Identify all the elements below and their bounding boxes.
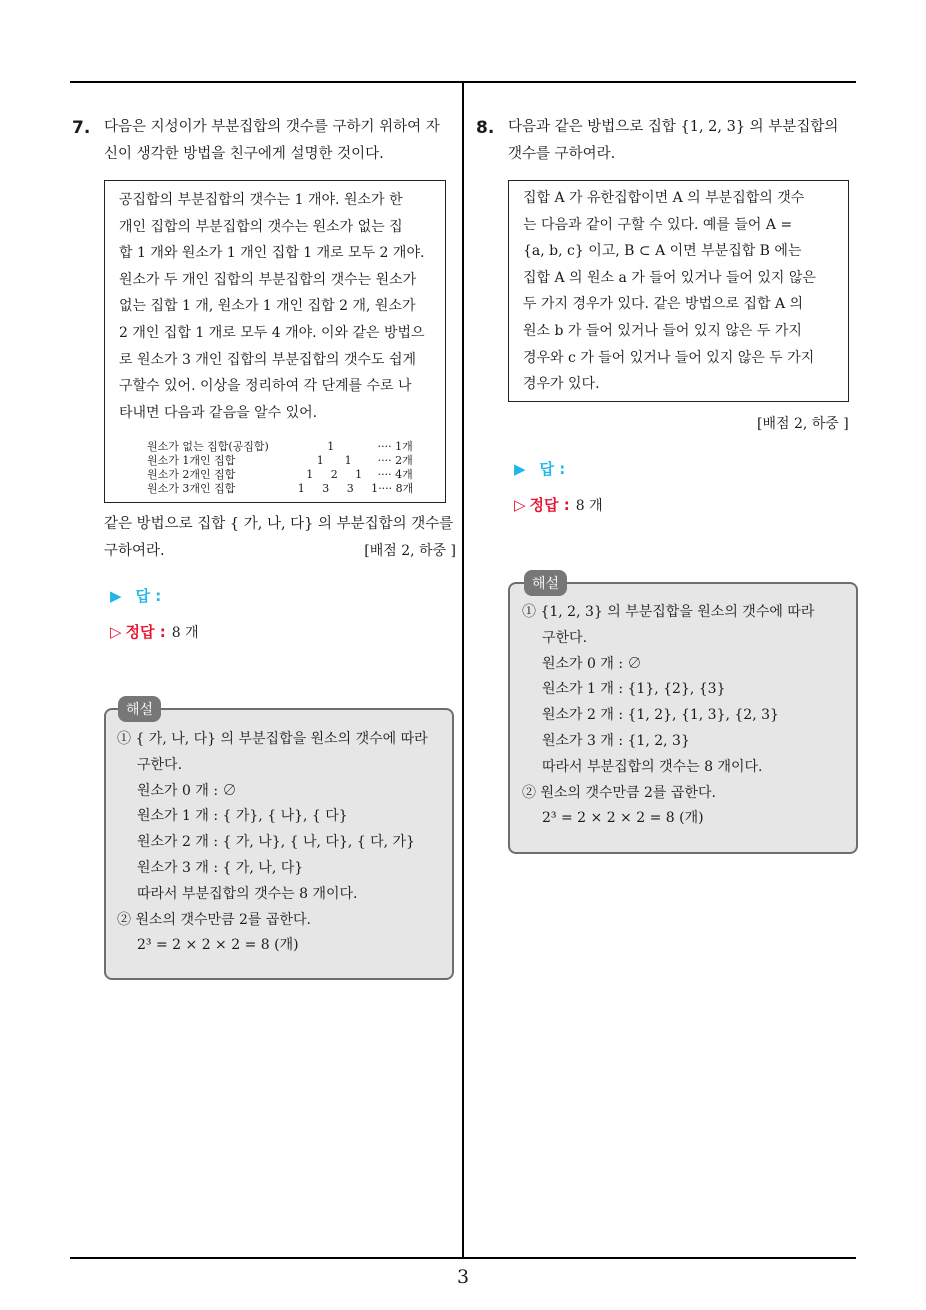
row-result: ···· 8개 [378, 482, 414, 496]
box-line: 구할수 있어. 이상을 정리하여 각 단계를 수로 나 [119, 378, 412, 395]
box-line: 타내면 다음과 같음을 알수 있어. [119, 404, 318, 421]
solution-line: 원소가 3 개 : {1, 2, 3} [542, 732, 690, 749]
row-values: 1 2 1 [299, 468, 363, 482]
question-8-answer[interactable] [514, 458, 565, 479]
solution-line: 2³ = 2 × 2 × 2 = 8 (개) [542, 810, 704, 827]
box-line: {a, b, c} 이고, B ⊂ A 이면 부분집합 B 에는 [523, 243, 802, 260]
solution-line: 구한다. [542, 629, 588, 646]
question-8-explanation-box [508, 180, 849, 402]
answer-label: 답 : [539, 460, 566, 478]
play-arrow-icon: ▶ [514, 460, 526, 478]
question-7-prompt [104, 114, 456, 168]
box-text [119, 187, 433, 426]
solution-line: 원소가 2 개 : {1, 2}, {1, 3}, {2, 3} [542, 707, 779, 724]
box-line: 경우가 있다. [523, 376, 600, 393]
box-line: 원소가 두 개인 집합의 부분집합의 갯수는 원소가 [119, 271, 417, 288]
box-text [523, 185, 838, 398]
row-label: 원소가 1개인 집합 [147, 454, 236, 468]
box-line: 합 1 개와 원소가 1 개인 집합 1 개로 모두 2 개야. [119, 245, 425, 262]
box-line: 경우와 c 가 들어 있거나 들어 있지 않은 두 가지 [523, 349, 815, 366]
box-line: 2 개인 집합 1 개로 모두 4 개야. 이와 같은 방법으 [119, 324, 425, 341]
box-line: 원소 b 가 들어 있거나 들어 있지 않은 두 가지 [523, 322, 802, 339]
solution-line: 원소가 1 개 : { 가}, { 나}, { 다} [137, 808, 348, 825]
question-8-correct-answer [514, 494, 603, 515]
row-result: ···· 1개 [377, 440, 413, 454]
box-line: 없는 집합 1 개, 원소가 1 개인 집합 2 개, 원소가 [119, 298, 416, 315]
instruction-line: 구하여라. [104, 543, 165, 559]
outline-arrow-icon: ▷ [110, 623, 122, 641]
solution-line: 원소가 1 개 : {1}, {2}, {3} [542, 681, 726, 698]
prompt-line: 갯수를 구하여라. [508, 146, 616, 162]
solution-line: 따라서 부분집합의 갯수는 8 개이다. [542, 758, 763, 775]
question-7-answer[interactable] [110, 585, 161, 606]
row-result: ···· 2개 [377, 454, 413, 468]
solution-line: ① { 가, 나, 다} 의 부분집합을 원소의 갯수에 따라 [117, 731, 428, 747]
table-row [147, 468, 433, 482]
play-arrow-icon: ▶ [110, 587, 122, 605]
solution-line: ① {1, 2, 3} 의 부분집합을 원소의 갯수에 따라 [522, 604, 815, 620]
correct-label: 정답 : [529, 496, 570, 514]
box-line: 는 다음과 같이 구할 수 있다. 예를 들어 A = [523, 216, 793, 233]
subset-count-table [119, 440, 433, 496]
solution-line: 구한다. [137, 756, 183, 773]
solution-line: ② 원소의 갯수만큼 2를 곱한다. [117, 911, 311, 928]
solution-line: 원소가 0 개 : ∅ [137, 782, 237, 799]
row-values: 1 [299, 440, 335, 454]
question-8-number: 8. [476, 118, 495, 138]
box-line: 로 원소가 3 개인 집합의 부분집합의 갯수도 쉽게 [119, 351, 417, 368]
column-divider [462, 83, 464, 1259]
question-7-explanation-box [104, 180, 446, 503]
instruction-line: 같은 방법으로 집합 { 가, 나, 다} 의 부분집합의 갯수를 [104, 516, 454, 532]
question-7-points: [배점 2, 하중 ] [364, 543, 456, 559]
prompt-line: 다음과 같은 방법으로 집합 {1, 2, 3} 의 부분집합의 [508, 119, 839, 135]
box-line: 집합 A 의 원소 a 가 들어 있거나 들어 있지 않은 [523, 269, 816, 286]
page-number: 3 [456, 1266, 470, 1288]
question-7-correct-answer [110, 621, 199, 642]
prompt-line: 신이 생각한 방법을 친구에게 설명한 것이다. [104, 146, 384, 162]
question-8-prompt [508, 114, 860, 168]
row-result: ···· 4개 [377, 468, 413, 482]
question-7-number: 7. [72, 118, 91, 138]
row-label: 원소가 없는 집합(공집합) [147, 440, 269, 454]
solution-line: 2³ = 2 × 2 × 2 = 8 (개) [137, 937, 299, 954]
correct-label: 정답 : [125, 623, 166, 641]
row-label: 원소가 3개인 집합 [147, 482, 236, 496]
table-row [147, 482, 433, 496]
answer-label: 답 : [135, 587, 162, 605]
outline-arrow-icon: ▷ [514, 496, 526, 514]
solution-line: 원소가 3 개 : { 가, 나, 다} [137, 859, 304, 876]
row-values: 1 3 3 1 [297, 482, 379, 496]
prompt-line: 다음은 지성이가 부분집합의 갯수를 구하기 위하여 자 [104, 119, 440, 135]
box-line: 공집합의 부분집합의 갯수는 1 개야. 원소가 한 [119, 192, 403, 208]
solution-tag: 해설 [524, 570, 567, 596]
box-line: 집합 A 가 유한집합이면 A 의 부분집합의 갯수 [523, 190, 805, 206]
box-line: 개인 집합의 부분집합의 갯수는 원소가 없는 집 [119, 218, 403, 235]
question-7-instruction [104, 511, 456, 565]
question-8-solution-text [522, 600, 814, 832]
correct-value: 8 개 [575, 498, 603, 514]
solution-tag: 해설 [118, 696, 161, 722]
solution-line: ② 원소의 갯수만큼 2를 곱한다. [522, 784, 716, 801]
question-7-solution-text [117, 727, 428, 959]
bottom-rule [70, 1257, 856, 1259]
row-values: 1 1 [299, 454, 352, 468]
row-label: 원소가 2개인 집합 [147, 468, 236, 482]
solution-line: 원소가 2 개 : { 가, 나}, { 나, 다}, { 다, 가} [137, 834, 415, 851]
solution-line: 원소가 0 개 : ∅ [542, 655, 642, 672]
correct-value: 8 개 [171, 625, 199, 641]
table-row [147, 454, 433, 468]
solution-line: 따라서 부분집합의 갯수는 8 개이다. [137, 885, 358, 902]
instruction-row [104, 538, 456, 565]
box-line: 두 가지 경우가 있다. 같은 방법으로 집합 A 의 [523, 296, 804, 313]
question-8-points: [배점 2, 하중 ] [757, 416, 849, 432]
table-row [147, 440, 433, 454]
